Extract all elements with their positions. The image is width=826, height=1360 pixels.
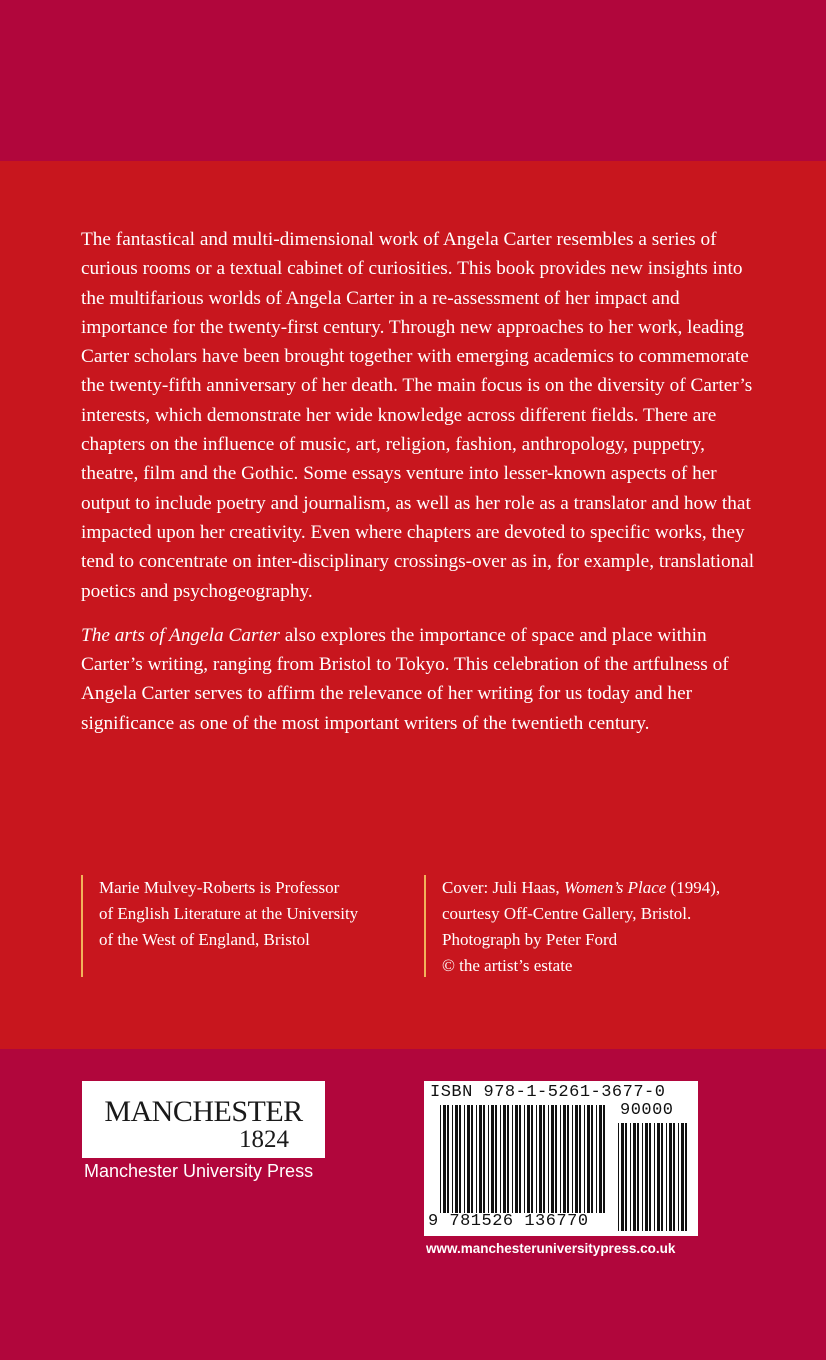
barcode-bar <box>531 1105 533 1213</box>
barcode-bar <box>621 1123 624 1231</box>
author-bio-line: Marie Mulvey-Roberts is Professor <box>99 878 340 897</box>
barcode-bar <box>515 1105 518 1213</box>
barcode-bar <box>555 1105 557 1213</box>
logo-year: 1824 <box>239 1126 289 1153</box>
author-bio-line: of English Literature at the University <box>99 904 359 923</box>
barcode-bar <box>591 1105 593 1213</box>
price-addon: 90000 <box>620 1101 674 1120</box>
back-cover-panel <box>0 161 826 1049</box>
barcode-bar <box>471 1105 473 1213</box>
barcode-bar <box>455 1105 458 1213</box>
barcode-bar <box>673 1123 675 1231</box>
barcode-bar <box>476 1105 477 1213</box>
barcode-bar <box>519 1105 521 1213</box>
cover-credit-line: © the artist’s estate <box>442 956 573 975</box>
barcode-bar <box>654 1123 655 1231</box>
barcode-bar <box>551 1105 554 1213</box>
barcode-bar <box>575 1105 578 1213</box>
cover-credit-line <box>442 875 772 901</box>
barcode-bar <box>543 1105 545 1213</box>
book-blurb <box>81 225 761 753</box>
barcode-bar <box>503 1105 506 1213</box>
isbn-barcode <box>424 1081 698 1236</box>
author-bio-line: of the West of England, Bristol <box>99 930 310 949</box>
barcode-bar <box>599 1105 602 1213</box>
cover-credit-prefix: Cover: Juli Haas, <box>442 878 564 897</box>
blurb-paragraph-1: The fantastical and multi-dimensional work of Angela Carter resembles a series of curious rooms or a textual cabinet of curiosities. This book provides new insights into the multifarious worlds of Angela Carter in a re-assessment of her impact and importance for the twenty-first century. Through new approaches to her work, leading Carter scholars have been brought together with emerging academics to commemorate the twenty-fifth anniversary of her death. The main focus is on the diversity of Carter’s interests, which demonstrate her wide knowledge across different fields. There are chapters on the influence of music, art, religion, fashion, anthropology, puppetry, theatre, film and the Gothic. Some essays venture into lesser-known aspects of her output to include poetry and journalism, as well as her role as a translator and how that impacted upon her creativity. Even where chapters are devoted to specific works, they tend to concentrate on inter-disciplinary crossings-over as in, for example, translational poetics and psychogeography. <box>81 229 755 602</box>
publisher-website: www.manchesteruniversitypress.co.uk <box>426 1241 676 1256</box>
barcode-bar <box>536 1105 537 1213</box>
barcode-bar <box>507 1105 509 1213</box>
barcode-digits: 9 781526 136770 <box>428 1212 589 1231</box>
barcode-bar <box>637 1123 639 1231</box>
barcode-bar <box>567 1105 569 1213</box>
barcode-bar <box>548 1105 549 1213</box>
blurb-paragraph-2 <box>81 621 761 738</box>
barcode-bar <box>512 1105 513 1213</box>
artwork-title: Women’s Place <box>563 878 667 897</box>
barcode-bar <box>459 1105 461 1213</box>
author-bio <box>81 875 399 977</box>
barcode-bar <box>633 1123 636 1231</box>
barcode-bar <box>483 1105 485 1213</box>
barcode-bar <box>563 1105 566 1213</box>
publisher-name: Manchester University Press <box>84 1161 314 1181</box>
barcode-bar <box>464 1105 465 1213</box>
barcode-bar <box>479 1105 482 1213</box>
barcode-bar <box>524 1105 525 1213</box>
book-title-italic: The arts of Angela Carter <box>81 624 280 646</box>
barcode-bar <box>488 1105 489 1213</box>
barcode-bar <box>527 1105 530 1213</box>
cover-credit-line: Photograph by Peter Ford <box>442 930 618 949</box>
cover-credit-line: courtesy Off-Centre Gallery, Bristol. <box>442 904 692 923</box>
barcode-bar <box>678 1123 679 1231</box>
cover-credit <box>424 875 772 977</box>
barcode-bar <box>572 1105 573 1213</box>
barcode-bar <box>642 1123 643 1231</box>
barcode-bar <box>447 1105 449 1213</box>
bottom-band <box>0 1049 826 1360</box>
barcode-bar <box>657 1123 660 1231</box>
barcode-bar <box>440 1105 441 1213</box>
barcode-bar <box>661 1123 663 1231</box>
cover-credit-year: (1994), <box>666 878 721 897</box>
barcode-bar <box>539 1105 542 1213</box>
barcode-bar <box>500 1105 501 1213</box>
barcode-bar <box>669 1123 672 1231</box>
barcode-bar <box>443 1105 446 1213</box>
manchester-logo <box>82 1081 325 1158</box>
barcode-bar <box>681 1123 684 1231</box>
barcode-bar <box>630 1123 631 1231</box>
barcode-bar <box>467 1105 470 1213</box>
barcode-bar <box>618 1123 619 1231</box>
barcode-bar <box>625 1123 627 1231</box>
barcode-bar <box>645 1123 648 1231</box>
barcode-bar <box>452 1105 453 1213</box>
barcode-bar <box>596 1105 597 1213</box>
top-band <box>0 0 826 161</box>
barcode-bar <box>666 1123 667 1231</box>
barcode-bar <box>685 1123 687 1231</box>
isbn-label: ISBN 978-1-5261-3677-0 <box>430 1083 666 1102</box>
barcode-bar <box>560 1105 561 1213</box>
logo-wordmark: MANCHESTER <box>104 1095 303 1128</box>
barcode-bar <box>603 1105 605 1213</box>
blurb-paragraph-2-text: also explores the importance of space and place within Carter’s writing, ranging from Bristol to Tokyo. This celebration of the artfulness of Angela Carter serves to affirm the relevance of her writing for us today and her significance as one of the most important writers of the twentieth century. <box>81 624 729 734</box>
barcode-bar <box>491 1105 494 1213</box>
barcode-bar <box>649 1123 651 1231</box>
barcode-bar <box>584 1105 585 1213</box>
barcode-bar <box>587 1105 590 1213</box>
barcode-bar <box>495 1105 497 1213</box>
barcode-bar <box>579 1105 581 1213</box>
